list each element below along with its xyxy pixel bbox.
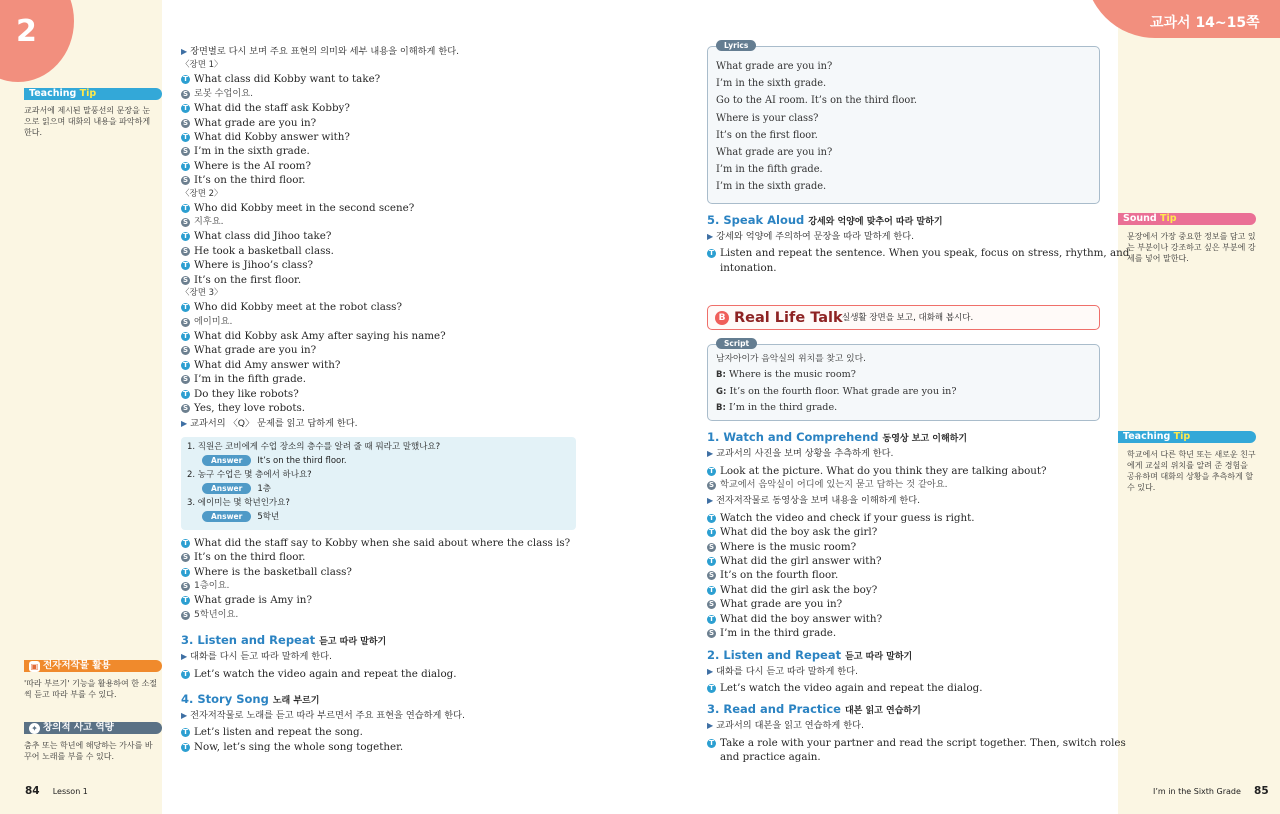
line-text: 에이미요. xyxy=(194,315,233,327)
teacher-line xyxy=(707,525,1100,539)
speak-aloud-heading xyxy=(707,212,1100,230)
line-text: Listen and repeat the sentence. When you speak, focus on stress, rhythm, and xyxy=(720,247,1130,260)
line-text: What class did Kobby want to take? xyxy=(194,73,381,86)
teacher-line xyxy=(181,159,576,173)
footer-right xyxy=(1153,779,1269,798)
line-text: Do they like robots? xyxy=(194,387,299,400)
teacher-icon: T xyxy=(181,728,190,737)
listen-repeat-heading xyxy=(707,647,1100,665)
line-text: It’s on the third floor. xyxy=(194,174,306,187)
answer-badge: Answer xyxy=(202,483,251,494)
student-icon: S xyxy=(182,218,189,227)
creative-thinking-label xyxy=(24,722,162,734)
student-line xyxy=(707,568,1100,582)
line-text: What did the girl ask the boy? xyxy=(720,583,878,596)
heading-subtitle: 동영상 보고 이해하기 xyxy=(882,434,968,445)
page-range: 교과서 14~15쪽 xyxy=(1150,15,1260,31)
teacher-line xyxy=(181,258,576,272)
teaching-tip-text: 학교에서 다른 학년 또는 새로운 친구에게 교실의 위치를 알려 준 경험을 공유하며 대화의 상황을 추측하게 할 수 있다. xyxy=(1127,450,1256,492)
student-line xyxy=(707,597,1100,611)
line-text: Yes, they love robots. xyxy=(194,401,306,414)
question-box xyxy=(181,437,576,530)
student-line xyxy=(181,244,576,258)
student-line xyxy=(181,173,576,187)
teacher-icon: T xyxy=(181,596,190,605)
teacher-line xyxy=(707,246,1130,260)
teacher-line xyxy=(707,736,1126,750)
teacher-icon: T xyxy=(707,739,716,748)
teacher-line xyxy=(181,740,576,754)
student-icon: S xyxy=(182,275,189,284)
heading-subtitle: 대본 읽고 연습하기 xyxy=(844,706,921,717)
student-line xyxy=(181,273,576,287)
sound-tip-label xyxy=(1118,213,1256,225)
instruction-text: 교과서의 사진을 보며 상황을 추측하게 한다. xyxy=(716,448,894,460)
creative-thinking-label-text: 창의적 사고 역량 xyxy=(43,722,114,733)
teacher-line xyxy=(181,667,576,681)
teacher-line xyxy=(181,329,576,343)
answer-badge: Answer xyxy=(202,511,251,522)
student-line xyxy=(181,372,576,386)
line-text: I’m in the fifth grade. xyxy=(194,373,307,386)
teacher-icon: T xyxy=(181,539,190,548)
teacher-icon: T xyxy=(707,586,716,595)
right-sidebar xyxy=(1118,0,1280,814)
heading-subtitle: 듣고 따라 말하기 xyxy=(319,637,387,648)
teacher-line xyxy=(707,612,1100,626)
heading-title: 2. Listen and Repeat xyxy=(707,647,842,662)
lesson-title-label: I’m in the Sixth Grade xyxy=(1153,787,1241,796)
teacher-icon: T xyxy=(181,670,190,679)
teacher-line xyxy=(707,554,1100,568)
teacher-line xyxy=(707,464,1100,478)
lesson-number: 2 xyxy=(16,14,37,49)
teacher-line xyxy=(181,72,576,86)
triangle-icon: ▶ xyxy=(181,47,188,56)
teacher-icon: T xyxy=(181,75,190,84)
student-line xyxy=(181,116,576,130)
speaker-label: B: xyxy=(716,402,726,413)
line-text: Who did Kobby meet in the second scene? xyxy=(194,201,415,214)
speaker-label: G: xyxy=(716,386,727,397)
student-icon: S xyxy=(182,176,189,185)
answer-1 xyxy=(187,454,570,469)
line-text: It’s on the fourth floor. xyxy=(720,569,839,582)
student-icon: S xyxy=(708,629,715,638)
q-intro-line xyxy=(181,417,576,431)
heading-title: 5. Speak Aloud xyxy=(707,213,805,227)
instruction-text: 교과서의 대본을 읽고 연습하게 한다. xyxy=(716,720,864,732)
script-text: Where is the music room? xyxy=(725,369,856,381)
right-main-column xyxy=(707,41,1130,765)
speaker-label: B: xyxy=(716,370,726,381)
teacher-icon: T xyxy=(181,232,190,241)
lyric-line: Where is your class? xyxy=(716,112,819,124)
teacher-icon: T xyxy=(181,104,190,113)
student-icon: S xyxy=(182,375,189,384)
answer-2 xyxy=(187,482,570,497)
line-text: Let’s watch the video again and repeat the dialog. xyxy=(194,667,457,680)
teaching-tip-label xyxy=(24,88,162,100)
scene-label: 〈장면 2〉 xyxy=(181,188,223,199)
line-text: What grade are you in? xyxy=(194,344,317,357)
teacher-line xyxy=(181,565,576,579)
teacher-icon: T xyxy=(181,303,190,312)
line-text: Where is the music room? xyxy=(720,540,857,553)
triangle-icon: ▶ xyxy=(707,449,714,459)
question-1: 1. 직원은 코비에게 수업 장소의 층수를 알려 줄 때 뭐라고 말했나요? xyxy=(187,441,441,452)
script-line xyxy=(708,367,1099,383)
lyrics-box xyxy=(707,41,1100,204)
intro-text: 장면별로 다시 보며 주요 표현의 의미와 세부 내용을 이해하게 한다. xyxy=(190,46,459,57)
triangle-icon: ▶ xyxy=(707,721,714,731)
instruction-line xyxy=(707,719,1100,733)
creative-thinking-text: 춤추 또는 학년에 해당하는 가사를 바꾸어 노래를 부를 수 있다. xyxy=(24,741,153,761)
line-text: Let’s watch the video again and repeat the dialog. xyxy=(720,681,983,694)
teacher-line xyxy=(707,681,1100,695)
teacher-line xyxy=(181,101,576,115)
tip-label-accent: Tip xyxy=(79,88,97,99)
instruction-text: 전자저작물로 동영상을 보며 내용을 이해하게 한다. xyxy=(716,495,921,507)
line-text: Watch the video and check if your guess is right. xyxy=(720,511,975,524)
question-3: 3. 에이미는 몇 학년인가요? xyxy=(187,497,290,508)
intro-line xyxy=(181,45,576,59)
script-label: Script xyxy=(716,338,757,349)
tip-label-main: Teaching xyxy=(29,88,80,99)
teacher-icon: T xyxy=(181,133,190,142)
line-text: 지후요. xyxy=(194,216,224,228)
question-2: 2. 농구 수업은 몇 층에서 하나요? xyxy=(187,469,312,480)
teaching-tip-text: 교과서에 제시된 말풍선의 문장을 눈으로 읽으며 대화의 내용을 파악하게 한다. xyxy=(24,106,151,137)
instruction-line xyxy=(707,665,1100,679)
student-line xyxy=(181,401,576,415)
teacher-line xyxy=(181,725,576,739)
instruction-line xyxy=(181,650,576,664)
teacher-icon: T xyxy=(181,568,190,577)
triangle-icon: ▶ xyxy=(181,711,188,720)
lyric-line: I’m in the sixth grade. xyxy=(716,78,827,90)
line-text: Who did Kobby meet at the robot class? xyxy=(194,301,402,314)
tip-label-main: Sound xyxy=(1123,213,1161,224)
page-number-left: 84 xyxy=(25,785,40,797)
triangle-icon: ▶ xyxy=(181,419,188,429)
teacher-icon: T xyxy=(707,467,716,476)
digital-use-text: '따라 부르기' 기능을 활용하여 한 소절씩 듣고 따라 부를 수 있다. xyxy=(24,679,158,699)
read-practice-heading xyxy=(707,701,1100,719)
answer-3 xyxy=(187,510,570,525)
line-text: What grade is Amy in? xyxy=(194,594,312,607)
teacher-line xyxy=(707,583,1100,597)
line-text: 로봇 수업이요. xyxy=(194,87,254,99)
student-line xyxy=(181,343,576,357)
lyric-line: What grade are you in? xyxy=(716,61,833,72)
script-line xyxy=(708,384,1099,400)
scene-label: 〈장면 3〉 xyxy=(181,288,223,299)
tip-label-main: Teaching xyxy=(1123,431,1174,442)
student-line xyxy=(181,215,576,229)
q-intro-text: 교과서의 〈Q〉 문제를 읽고 답하게 한다. xyxy=(190,418,358,430)
script-line xyxy=(708,400,1099,416)
teacher-icon: T xyxy=(707,514,716,523)
student-line xyxy=(181,608,576,622)
lyric-line: It’s on the first floor. xyxy=(716,129,818,141)
line-text: 1층이요. xyxy=(194,579,230,591)
teacher-line-continued: and practice again. xyxy=(720,751,821,764)
instruction-text: 대화를 다시 듣고 따라 말하게 한다. xyxy=(190,651,332,663)
script-text: It’s on the fourth floor. What grade are you in? xyxy=(726,385,957,397)
triangle-icon: ▶ xyxy=(707,496,714,506)
student-icon: S xyxy=(708,571,715,580)
line-text: It’s on the first floor. xyxy=(194,273,302,286)
student-icon: S xyxy=(182,346,189,355)
line-text: What grade are you in? xyxy=(720,598,843,611)
instruction-line xyxy=(707,230,1100,244)
line-text: What did the staff ask Kobby? xyxy=(194,102,350,115)
line-text: Where is the AI room? xyxy=(194,159,311,172)
line-text: Now, let’s sing the whole song together. xyxy=(194,740,404,753)
triangle-icon: ▶ xyxy=(707,232,714,241)
line-text: What did Kobby ask Amy after saying his name? xyxy=(194,329,446,342)
answer-text: 1층 xyxy=(257,483,271,494)
student-line xyxy=(181,579,576,593)
heading-subtitle: 듣고 따라 말하기 xyxy=(845,651,913,662)
teacher-icon: T xyxy=(181,743,190,752)
line-text: What did Amy answer with? xyxy=(194,358,341,371)
student-line xyxy=(181,87,576,101)
story-song-heading xyxy=(181,691,576,709)
student-icon: S xyxy=(182,403,189,412)
script-intro: 남자아이가 음악실의 위치를 찾고 있다. xyxy=(716,354,866,365)
instruction-line xyxy=(707,494,1100,508)
line-text: What did Kobby answer with? xyxy=(194,131,350,144)
line-text: 5학년이요. xyxy=(194,608,239,620)
digital-use-label xyxy=(24,660,162,672)
section-b-badge: B xyxy=(715,311,729,325)
teacher-icon: T xyxy=(181,162,190,171)
scene-label: 〈장면 1〉 xyxy=(181,60,223,71)
teacher-line xyxy=(181,358,576,372)
tip-label-accent: Tip xyxy=(1160,213,1177,224)
heading-subtitle: 강세와 억양에 맞추어 따라 말하기 xyxy=(808,217,943,227)
lightbulb-icon: ✦ xyxy=(29,723,40,734)
lyric-line: What grade are you in? xyxy=(716,147,833,159)
student-line xyxy=(181,144,576,158)
student-icon: S xyxy=(182,118,189,127)
page-number-right: 85 xyxy=(1254,785,1269,797)
line-text: I’m in the third grade. xyxy=(720,627,837,640)
footer-left xyxy=(25,779,88,798)
student-line xyxy=(181,315,576,329)
student-icon: S xyxy=(182,581,189,590)
line-text: What did the boy ask the girl? xyxy=(720,526,878,539)
real-life-talk-title: Real Life Talk xyxy=(734,310,843,327)
line-text: 학교에서 음악실이 어디에 있는지 묻고 답하는 것 같아요. xyxy=(720,479,948,491)
lesson-label: Lesson 1 xyxy=(52,787,88,796)
teacher-line xyxy=(181,229,576,243)
triangle-icon: ▶ xyxy=(707,666,714,676)
left-main-column xyxy=(181,45,576,754)
real-life-talk-banner xyxy=(707,305,1100,330)
line-text: I’m in the sixth grade. xyxy=(194,145,310,158)
lyric-line: I’m in the fifth grade. xyxy=(716,164,823,176)
teacher-icon: T xyxy=(181,332,190,341)
student-icon: S xyxy=(182,553,189,562)
watch-comprehend-heading xyxy=(707,429,1100,447)
teacher-line xyxy=(707,511,1100,525)
line-text: Take a role with your partner and read the script together. Then, switch roles xyxy=(720,736,1126,749)
answer-text: 5학년 xyxy=(257,511,280,522)
lyric-line: I’m in the sixth grade. xyxy=(716,181,827,193)
teacher-line xyxy=(181,201,576,215)
teacher-icon: T xyxy=(707,615,716,624)
teacher-line xyxy=(181,300,576,314)
teacher-icon: T xyxy=(707,684,716,693)
teacher-icon: T xyxy=(181,390,190,399)
line-text: What did the girl answer with? xyxy=(720,555,882,568)
line-text: What grade are you in? xyxy=(194,116,317,129)
lyric-line: Go to the AI room. It’s on the third floor. xyxy=(716,95,918,107)
teacher-icon: T xyxy=(181,261,190,270)
instruction-text: 전자저작물로 노래를 듣고 따라 부르면서 주요 표현을 연습하게 한다. xyxy=(190,710,465,721)
student-icon: S xyxy=(182,610,189,619)
teacher-icon: T xyxy=(707,528,716,537)
digital-use-label-text: 전자저작물 활용 xyxy=(43,660,111,671)
student-icon: S xyxy=(182,147,189,156)
line-text: What did the staff say to Kobby when she said about where the class is? xyxy=(194,536,571,549)
teacher-icon: T xyxy=(181,204,190,213)
student-icon: S xyxy=(182,317,189,326)
student-icon: S xyxy=(182,89,189,98)
line-text: Let’s listen and repeat the song. xyxy=(194,726,363,739)
script-box xyxy=(707,339,1100,421)
heading-title: 3. Listen and Repeat xyxy=(181,633,316,648)
line-text: He took a basketball class. xyxy=(194,244,334,257)
tip-label-accent: Tip xyxy=(1173,431,1191,442)
line-text: It’s on the third floor. xyxy=(194,551,306,564)
heading-title: 1. Watch and Comprehend xyxy=(707,430,879,445)
teacher-icon: T xyxy=(181,361,190,370)
line-text: What class did Jihoo take? xyxy=(194,230,332,243)
line-text: Where is Jihoo’s class? xyxy=(194,259,314,272)
student-icon: S xyxy=(182,246,189,255)
instruction-text: 대화를 다시 듣고 따라 말하게 한다. xyxy=(716,665,858,677)
student-line xyxy=(181,550,576,564)
sound-tip-text: 문장에서 가장 중요한 정보를 담고 있는 부분이나 강조하고 싶은 부분에 강세를 넣어 말한다. xyxy=(1127,232,1256,263)
teacher-line-continued: intonation. xyxy=(720,261,777,274)
line-text: What did the boy answer with? xyxy=(720,612,883,625)
student-icon: S xyxy=(708,542,715,551)
teacher-line xyxy=(181,130,576,144)
instruction-line xyxy=(707,447,1100,461)
heading-title: 4. Story Song xyxy=(181,692,269,706)
lyrics-label: Lyrics xyxy=(716,40,756,51)
teacher-line xyxy=(181,536,576,550)
listen-repeat-heading xyxy=(181,632,576,650)
line-text: Where is the basketball class? xyxy=(194,565,352,578)
student-line xyxy=(707,478,1100,492)
student-line xyxy=(707,540,1100,554)
teaching-tip-label xyxy=(1118,431,1256,443)
heading-title: 3. Read and Practice xyxy=(707,702,841,717)
student-icon: S xyxy=(708,481,715,490)
heading-subtitle: 노래 부르기 xyxy=(272,696,320,706)
teacher-line xyxy=(181,387,576,401)
teacher-icon: T xyxy=(707,557,716,566)
script-text: I’m in the third grade. xyxy=(725,401,838,413)
instruction-line xyxy=(181,709,576,723)
answer-badge: Answer xyxy=(202,455,251,466)
student-icon: S xyxy=(708,600,715,609)
teacher-icon: T xyxy=(707,249,716,258)
answer-text: It’s on the third floor. xyxy=(257,455,347,466)
student-line xyxy=(707,626,1100,640)
teacher-line xyxy=(181,593,576,607)
digital-book-icon: ▣ xyxy=(30,661,39,671)
triangle-icon: ▶ xyxy=(181,652,188,662)
instruction-text: 강세와 억양에 주의하여 문장을 따라 말하게 한다. xyxy=(716,231,915,242)
real-life-talk-subtitle: 실생활 장면을 보고, 대화해 봅시다. xyxy=(842,313,974,324)
line-text: Look at the picture. What do you think they are talking about? xyxy=(720,464,1047,477)
